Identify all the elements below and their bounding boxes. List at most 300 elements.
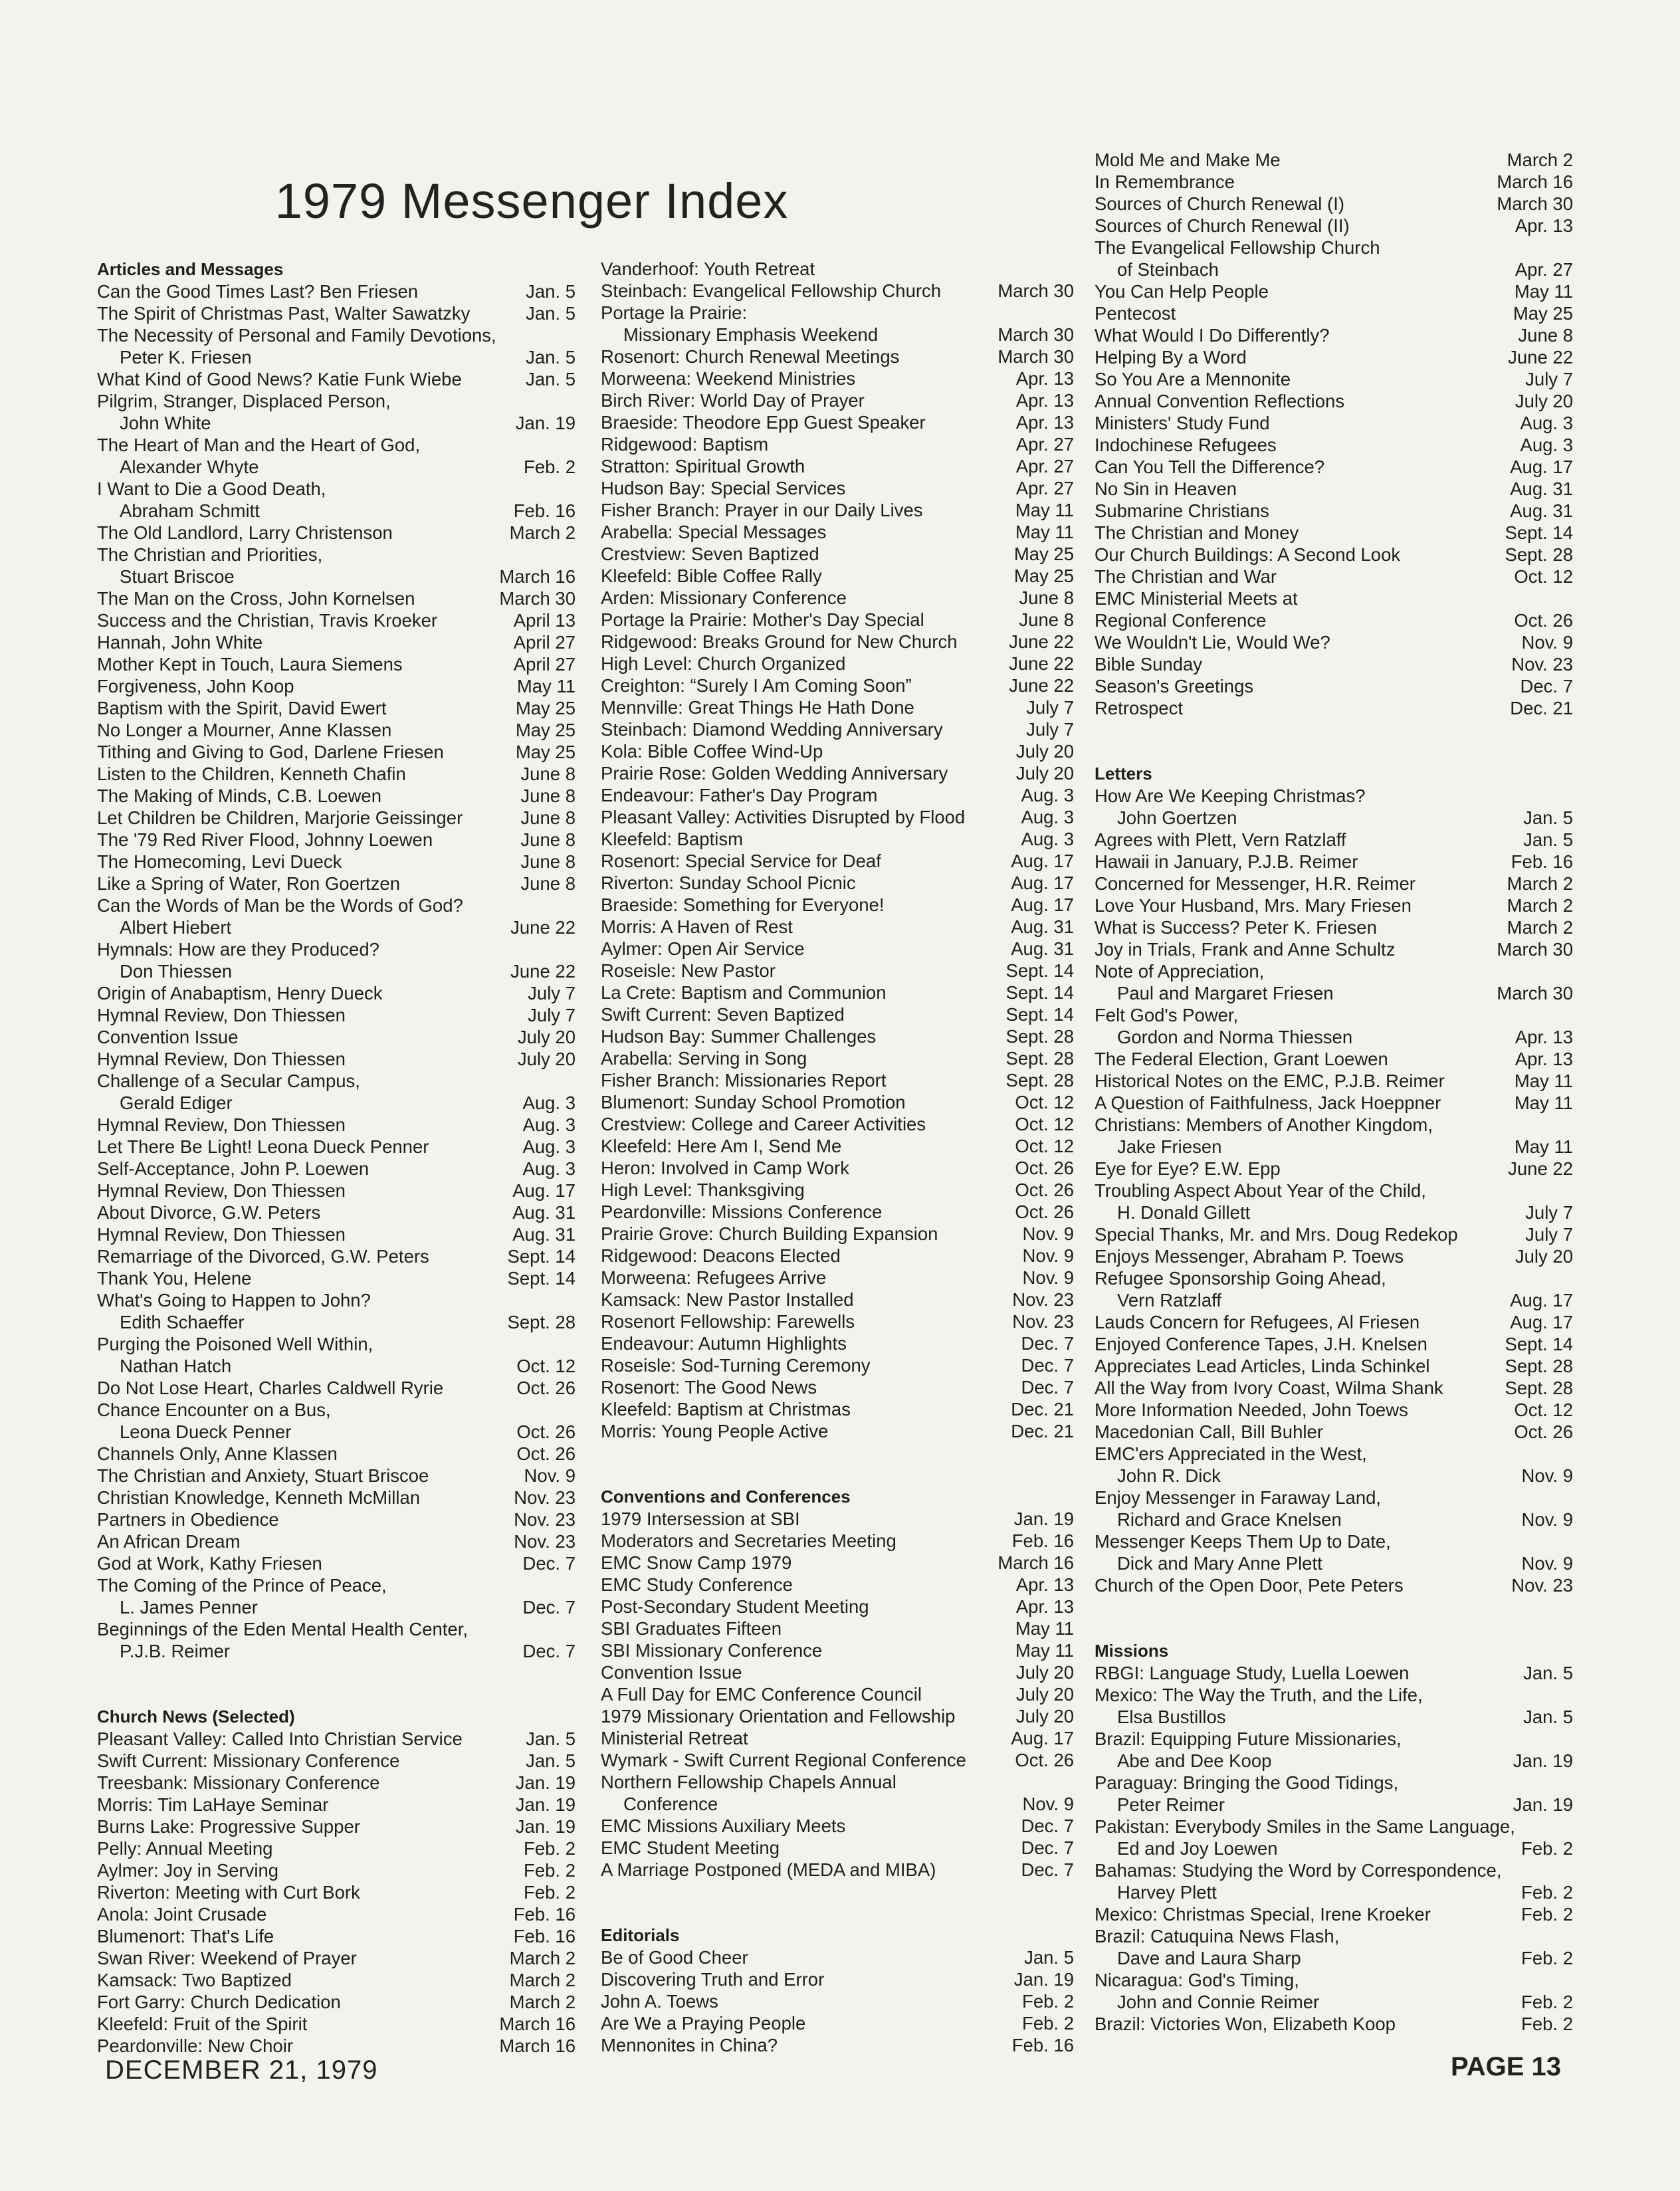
entry-date: Sept. 28 [1005,1026,1074,1047]
entry-title: Pleasant Valley: Activities Disrupted by Flood [601,807,966,827]
entry-title: Albert Hiebert [120,917,232,938]
entry-date: March 2 [1507,895,1573,916]
entry-date: Feb. 2 [1521,1948,1573,1968]
index-entry [97,609,576,631]
index-entry [601,938,1074,960]
entry-date: Feb. 2 [1521,1992,1573,2012]
entry-date: Oct. 26 [1514,1421,1573,1442]
entry-date: Sept. 14 [1005,960,1074,981]
index-entry [601,433,1074,455]
index-entry [601,587,1074,609]
entry-date: Jan. 19 [515,413,576,433]
index-entry [601,1267,1074,1289]
entry-date: Oct. 12 [1015,1092,1074,1112]
entry-title: Paul and Margaret Friesen [1117,983,1334,1003]
entry-date: May 25 [515,720,576,740]
entry-title: Hymnals: How are they Produced? [97,939,379,960]
index-entry-continuation [1095,1706,1573,1728]
entry-title: Alexander Whyte [120,457,259,477]
index-entry [97,1443,576,1465]
entry-date: Aug. 3 [1021,785,1074,805]
middle-column [601,258,1074,2056]
entry-title: Morris: Young People Active [601,1421,829,1441]
entry-title: A Marriage Postponed (MEDA and MIBA) [601,1859,936,1880]
entry-title: Peardonville: New Choir [97,2035,293,2056]
index-entry [1095,1245,1573,1267]
index-entry [601,346,1074,367]
index-entry [601,631,1074,653]
entry-title: No Longer a Mourner, Anne Klassen [97,720,392,740]
entry-title: Convention Issue [601,1662,742,1683]
entry-date: Aug. 31 [512,1224,576,1245]
entry-title: Ed and Joy Loewen [1117,1838,1278,1859]
index-entry [1095,1443,1573,1465]
entry-date: Sept. 14 [507,1268,576,1289]
entry-date: Sept. 28 [1505,544,1573,565]
index-entry [601,1420,1074,1442]
index-entry [601,1771,1074,1793]
index-entry [97,675,576,697]
entry-date: June 22 [1009,631,1074,652]
entry-date: Nov. 9 [1521,1465,1573,1486]
entry-title: Hymnal Review, Don Thiessen [97,1005,346,1025]
entry-title: Are We a Praying People [601,2013,806,2034]
entry-title: We Wouldn't Lie, Would We? [1095,632,1330,653]
entry-date: Nov. 9 [1022,1794,1074,1814]
index-entry [1095,1114,1573,1136]
index-entry [97,1574,576,1596]
index-entry [97,1289,576,1311]
index-entry [97,2013,576,2035]
entry-date: Sept. 28 [1005,1070,1074,1091]
entry-title: Elsa Bustillos [1117,1707,1226,1727]
index-entry [601,1968,1074,1990]
entry-date: March 2 [1507,917,1573,938]
index-entry [601,302,1074,324]
entry-title: Northern Fellowship Chapels Annual [601,1772,896,1792]
entry-date: July 20 [517,1027,576,1047]
entry-date: Oct. 12 [1514,1400,1573,1420]
entry-title: Can You Tell the Difference? [1095,457,1325,477]
entry-title: God at Work, Kathy Friesen [97,1553,322,1574]
entry-date: Feb. 2 [524,457,576,477]
index-entry [601,2034,1074,2056]
entry-title: Peter K. Friesen [120,347,252,367]
index-entry [97,873,576,894]
index-entry [97,434,576,456]
entry-title: Gordon and Norma Thiessen [1117,1027,1353,1047]
index-entry [601,499,1074,521]
entry-date: March 16 [499,2014,576,2034]
index-entry [601,894,1074,916]
entry-title: EMC'ers Appreciated in the West, [1095,1443,1367,1464]
entry-title: Pleasant Valley: Called Into Christian Service [97,1728,463,1749]
entry-title: Pelly: Annual Meeting [97,1838,273,1859]
entry-title: Church of the Open Door, Pete Peters [1095,1575,1404,1596]
entry-date: Dec. 21 [1011,1399,1074,1419]
index-entry [601,828,1074,850]
entry-date: Nov. 9 [524,1465,576,1486]
entry-date: Aug. 31 [1011,916,1074,937]
entry-title: Fisher Branch: Missionaries Report [601,1070,887,1091]
entry-date: Sept. 14 [507,1246,576,1267]
entry-title: Dick and Mary Anne Plett [1117,1553,1322,1574]
entry-title: Morweena: Weekend Ministries [601,368,856,389]
index-entry [601,1705,1074,1727]
index-entry [601,1398,1074,1420]
index-entry-continuation [97,346,576,368]
entry-date: Jan. 5 [1523,829,1573,850]
index-entry [97,1881,576,1903]
index-entry [1095,1158,1573,1180]
entry-title: Kleefeld: Here Am I, Send Me [601,1136,842,1156]
entry-title: Eye for Eye? E.W. Epp [1095,1158,1281,1179]
index-entry [97,785,576,807]
index-entry [601,1859,1074,1881]
entry-date: Aug. 17 [1011,851,1074,871]
index-entry [601,1574,1074,1596]
entry-date: July 20 [1015,1684,1074,1705]
entry-title: Hudson Bay: Summer Challenges [601,1026,877,1047]
index-entry [97,1947,576,1969]
index-entry-continuation [601,1793,1074,1815]
entry-title: Richard and Grace Knelsen [1117,1509,1342,1530]
index-entry [1095,149,1573,171]
entry-date: Nov. 23 [514,1531,576,1552]
entry-title: Braeside: Something for Everyone! [601,894,885,915]
entry-date: Feb. 2 [1521,1882,1573,1903]
entry-title: Treesbank: Missionary Conference [97,1772,380,1793]
entry-title: Mennonites in China? [601,2035,778,2055]
entry-title: EMC Missions Auxiliary Meets [601,1816,846,1836]
entry-title: Remarriage of the Divorced, G.W. Peters [97,1246,429,1267]
index-entry [97,697,576,719]
entry-title: Mexico: The Way the Truth, and the Life, [1095,1685,1423,1705]
index-entry [1095,544,1573,566]
entry-date: Feb. 16 [513,1904,576,1925]
index-entry [1095,280,1573,302]
section-spacer [601,1881,1074,1925]
index-entry [1095,368,1573,390]
entry-date: Feb. 16 [1011,2035,1074,2055]
entry-title: Submarine Christians [1095,500,1269,521]
entry-date: March 16 [499,2035,576,2056]
index-entry-continuation [1095,1289,1573,1311]
index-entry [1095,1662,1573,1684]
entry-date: Nov. 9 [1022,1267,1074,1288]
entry-title: Swift Current: Seven Baptized [601,1004,845,1025]
section-heading: Church News (Selected) [97,1707,295,1726]
index-entry [97,1859,576,1881]
index-entry [601,1157,1074,1179]
entry-title: The Homecoming, Levi Dueck [97,851,342,872]
index-entry [1095,302,1573,324]
entry-title: All the Way from Ivory Coast, Wilma Shank [1095,1378,1443,1398]
entry-date: Aug. 3 [522,1114,576,1135]
index-entry [601,916,1074,938]
footer-date: DECEMBER 21, 1979 [105,2055,378,2085]
entry-title: John A. Toews [601,1991,718,2012]
entry-date: Aug. 31 [512,1202,576,1223]
entry-date: Aug. 17 [1510,457,1573,477]
entry-title: Mold Me and Make Me [1095,150,1281,170]
entry-date: Apr. 13 [1015,1596,1074,1617]
index-entry [1095,522,1573,544]
index-entry [1095,1180,1573,1201]
entry-title: Can the Good Times Last? Ben Friesen [97,281,419,302]
entry-title: Can the Words of Man be the Words of God? [97,895,463,916]
entry-title: Regional Conference [1095,610,1267,631]
entry-title: Swan River: Weekend of Prayer [97,1948,357,1968]
entry-date: July 20 [517,1049,576,1069]
index-entry [97,894,576,916]
entry-title: Hymnal Review, Don Thiessen [97,1114,346,1135]
entry-date: Dec. 21 [1011,1421,1074,1441]
index-entry-continuation [1095,1991,1573,2013]
entry-date: Nov. 23 [1012,1289,1074,1310]
entry-date: July 20 [1515,391,1573,411]
index-entry [1095,829,1573,851]
entry-title: Birch River: World Day of Prayer [601,390,865,411]
index-entry [1095,1092,1573,1114]
index-entry [1095,1377,1573,1399]
entry-date: March 30 [998,346,1074,367]
index-entry [1095,785,1573,807]
index-entry [1095,478,1573,500]
index-entry [1095,1925,1573,1947]
entry-date: Oct. 26 [1015,1750,1074,1770]
entry-title: Roseisle: Sod-Turning Ceremony [601,1355,871,1376]
entry-date: Jan. 19 [1013,1969,1074,1990]
entry-date: March 2 [509,522,576,543]
index-entry [1095,412,1573,434]
entry-date: Dec. 7 [522,1553,576,1574]
entry-date: June 22 [1009,675,1074,696]
entry-date: Sept. 28 [1005,1048,1074,1069]
entry-title: Blumenort: Sunday School Promotion [601,1092,906,1112]
entry-title: The Necessity of Personal and Family Devotions, [97,325,496,346]
entry-title: Nicaragua: God's Timing, [1095,1970,1299,1990]
index-entry [1095,1816,1573,1837]
index-entry-continuation [1095,259,1573,280]
entry-date: March 2 [509,1970,576,1990]
entry-title: Baptism with the Spirit, David Ewert [97,698,387,718]
entry-title: Agrees with Plett, Vern Ratzlaff [1095,829,1346,850]
entry-title: Mother Kept in Touch, Laura Siemens [97,654,403,675]
index-entry [1095,1267,1573,1289]
index-entry-continuation [97,566,576,587]
index-entry [601,1135,1074,1157]
entry-title: Kleefeld: Baptism [601,829,743,849]
entry-date: Aug. 17 [512,1180,576,1201]
entry-date: July 7 [1525,1224,1573,1245]
index-entry [1095,500,1573,522]
entry-date: Aug. 17 [1510,1290,1573,1310]
entry-date: Jan. 5 [526,1728,576,1749]
entry-date: Dec. 7 [1021,1333,1074,1354]
entry-title: Peardonville: Missions Conference [601,1201,883,1222]
page-title: 1979 Messenger Index [274,173,789,229]
entry-date: July 7 [1525,1202,1573,1223]
entry-title: About Divorce, G.W. Peters [97,1202,321,1223]
entry-title: Steinbach: Evangelical Fellowship Church [601,280,942,301]
entry-title: of Steinbach [1117,259,1219,280]
entry-title: Sources of Church Renewal (I) [1095,193,1344,214]
index-entry [97,1509,576,1530]
entry-title: Our Church Buildings: A Second Look [1095,544,1401,565]
section-heading: Conventions and Conferences [601,1487,851,1507]
index-entry [601,696,1074,718]
index-entry [601,1310,1074,1332]
entry-title: Prairie Rose: Golden Wedding Anniversary [601,763,948,783]
entry-date: Feb. 16 [1011,1530,1074,1551]
entry-title: Listen to the Children, Kenneth Chafin [97,764,406,784]
index-entry [601,1837,1074,1859]
entry-date: June 8 [520,873,576,894]
index-entry [601,1617,1074,1639]
index-entry [601,1047,1074,1069]
entry-date: Sept. 28 [507,1312,576,1332]
entry-title: Concerned for Messenger, H.R. Reimer [1095,873,1416,894]
entry-date: Apr. 13 [1515,1049,1573,1069]
index-entry [97,1728,576,1750]
index-entry [97,851,576,873]
entry-date: Apr. 13 [1015,412,1074,433]
entry-date: May 11 [1015,500,1074,520]
entry-title: Troubling Aspect About Year of the Child, [1095,1180,1426,1201]
entry-date: Sept. 14 [1005,982,1074,1003]
index-entry [601,1069,1074,1091]
entry-date: April 27 [513,632,576,653]
index-entry [97,368,576,390]
index-entry-continuation [1095,1552,1573,1574]
entry-date: Feb. 16 [513,1926,576,1946]
index-entry [97,1158,576,1180]
entry-title: SBI Graduates Fifteen [601,1618,782,1639]
entry-title: The Heart of Man and the Heart of God, [97,435,421,455]
entry-title: Anola: Joint Crusade [97,1904,267,1925]
entry-title: The Evangelical Fellowship Church [1095,237,1380,258]
entry-date: Jan. 5 [526,303,576,324]
entry-date: June 22 [1508,1158,1573,1179]
entry-date: March 16 [998,1552,1074,1573]
entry-date: Apr. 13 [1015,368,1074,389]
section-spacer [601,1442,1074,1486]
entry-date: May 11 [1514,281,1573,302]
entry-title: The Man on the Cross, John Kornelsen [97,588,415,609]
entry-title: Harvey Plett [1117,1882,1217,1903]
index-entry-continuation [1095,1881,1573,1903]
index-entry [97,1245,576,1267]
entry-date: Dec. 7 [522,1597,576,1617]
entry-date: March 16 [1497,171,1573,192]
index-entry-continuation [1095,1136,1573,1158]
index-entry [601,411,1074,433]
entry-title: Thank You, Helene [97,1268,252,1289]
entry-date: Apr. 27 [1015,478,1074,498]
index-entry [601,850,1074,872]
entry-title: Edith Schaeffer [120,1312,245,1332]
index-entry [1095,851,1573,873]
index-entry [1095,1684,1573,1706]
entry-date: Oct. 26 [1015,1158,1074,1178]
entry-title: Note of Appreciation, [1095,961,1265,982]
entry-date: Jan. 19 [1513,1750,1573,1771]
entry-title: Morweena: Refugees Arrive [601,1267,827,1288]
entry-title: Morris: Tim LaHaye Seminar [97,1794,329,1815]
entry-title: Pentecost [1095,303,1176,324]
entry-title: The Spirit of Christmas Past, Walter Sawatzky [97,303,471,324]
index-entry [97,1136,576,1158]
index-entry [97,741,576,763]
entry-date: Sept. 14 [1005,1004,1074,1025]
index-entry [97,1333,576,1355]
entry-date: July 7 [528,983,576,1003]
entry-title: EMC Student Meeting [601,1837,780,1858]
index-entry [97,1180,576,1201]
entry-title: Rosenort: Church Renewal Meetings [601,346,900,367]
entry-date: Aug. 17 [1011,894,1074,915]
entry-date: Oct. 26 [1514,610,1573,631]
index-entry [97,829,576,851]
entry-title: Christian Knowledge, Kenneth McMillan [97,1487,421,1508]
entry-date: July 7 [1525,369,1573,389]
entry-title: Joy in Trials, Frank and Anne Schultz [1095,939,1396,960]
index-entry [1095,1355,1573,1377]
entry-title: EMC Study Conference [601,1574,793,1595]
index-entry [97,1816,576,1837]
index-entry [601,367,1074,389]
entry-date: April 13 [513,610,576,631]
index-entry [97,1552,576,1574]
entry-title: Arden: Missionary Conference [601,587,847,608]
entry-title: Morris: A Haven of Rest [601,916,793,937]
index-entry [97,1377,576,1399]
entry-title: SBI Missionary Conference [601,1640,823,1661]
index-entry-continuation [1095,982,1573,1004]
entry-date: Sept. 14 [1505,1334,1573,1354]
entry-title: La Crete: Baptism and Communion [601,982,887,1003]
entry-title: Felt God's Power, [1095,1005,1239,1025]
entry-title: Special Thanks, Mr. and Mrs. Doug Redekop [1095,1224,1458,1245]
entry-title: Success and the Christian, Travis Kroeker [97,610,438,631]
index-entry [601,565,1074,587]
index-entry [601,1025,1074,1047]
index-entry [1095,960,1573,982]
entry-date: Aug. 3 [1021,807,1074,827]
entry-date: Jan. 5 [526,1750,576,1771]
index-entry [97,1530,576,1552]
entry-title: L. James Penner [120,1597,258,1617]
entry-date: Dec. 7 [1520,676,1573,696]
index-entry [1095,456,1573,478]
entry-title: Kleefeld: Baptism at Christmas [601,1399,851,1419]
entry-title: Creighton: “Surely I Am Coming Soon” [601,675,912,696]
index-entry-continuation [1095,1026,1573,1048]
index-entry [97,1903,576,1925]
index-entry [601,258,1074,280]
entry-title: Chance Encounter on a Bus, [97,1400,331,1420]
entry-title: Rosenort Fellowship: Farewells [601,1311,855,1332]
entry-title: What Kind of Good News? Katie Funk Wiebe [97,369,462,389]
entry-date: Aug. 31 [1510,500,1573,521]
entry-title: Crestview: College and Career Activities [601,1114,926,1134]
entry-title: What Would I Do Differently? [1095,325,1330,346]
section-spacer [97,1662,576,1706]
entry-title: Dave and Laura Sharp [1117,1948,1301,1968]
index-entry-continuation [1095,1509,1573,1530]
entry-date: Nov. 9 [1521,1553,1573,1574]
